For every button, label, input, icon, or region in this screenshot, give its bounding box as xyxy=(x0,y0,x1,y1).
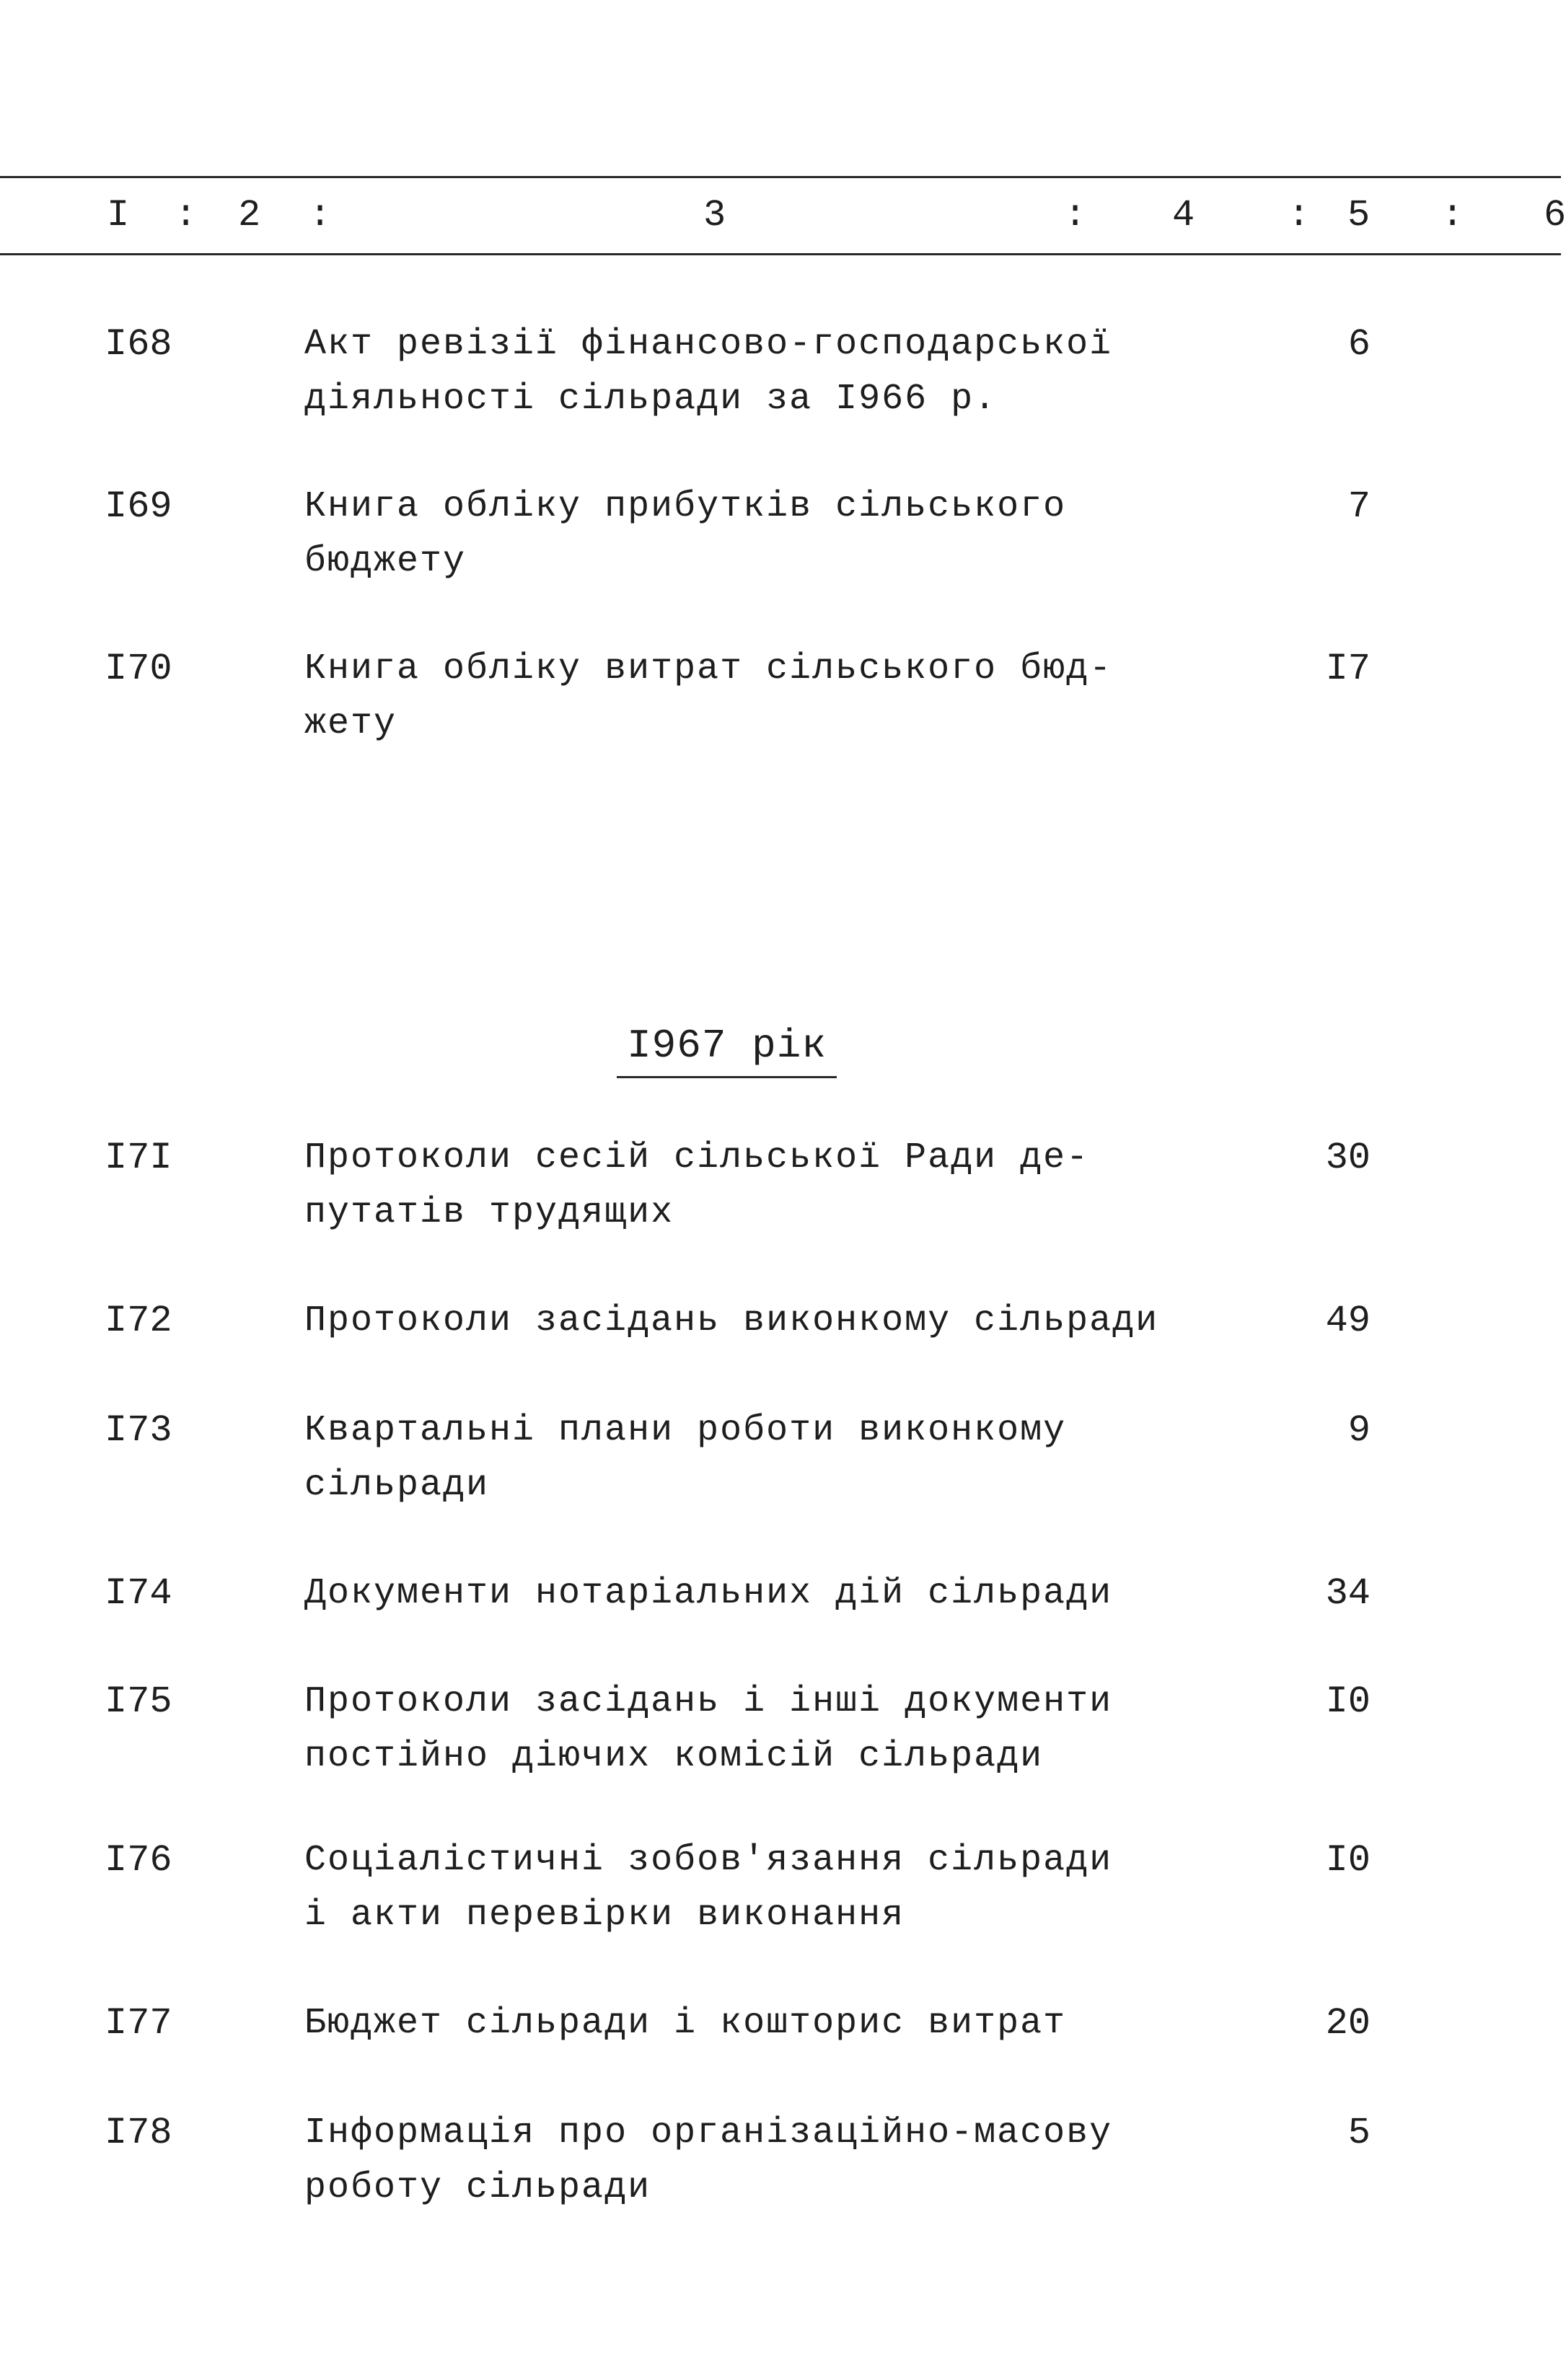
item-number: I7I xyxy=(105,1137,172,1179)
item-title xyxy=(304,1131,1156,1240)
item-sheet-count: I0 xyxy=(1325,1839,1371,1882)
item-title-line: Книга обліку витрат сільського бюд- xyxy=(304,648,1113,689)
item-title xyxy=(304,1403,1156,1513)
item-title xyxy=(304,642,1156,752)
item-title-line: Квартальні плани роботи виконкому xyxy=(304,1410,1067,1451)
item-number: I77 xyxy=(105,2002,172,2045)
header-separator: : xyxy=(309,194,332,237)
item-number: I73 xyxy=(105,1409,172,1452)
item-number: I78 xyxy=(105,2112,172,2154)
item-title xyxy=(304,1566,1156,1621)
year-heading: I967 рік xyxy=(617,1018,837,1078)
header-separator: : xyxy=(1441,194,1464,237)
header-col-3: 3 xyxy=(703,194,726,237)
item-title-line: Протоколи засідань і інші документи xyxy=(304,1681,1113,1722)
header-col-6: 6 xyxy=(1544,194,1566,237)
header-separator: : xyxy=(1064,194,1087,237)
item-title xyxy=(304,480,1156,589)
item-title-line: путатів трудящих xyxy=(304,1192,674,1233)
item-title-line: Протоколи засідань виконкому сільради xyxy=(304,1300,1159,1341)
item-title-line: Бюджет сільради і кошторис витрат xyxy=(304,2003,1067,2044)
item-sheet-count: 30 xyxy=(1325,1137,1371,1179)
item-sheet-count: 5 xyxy=(1347,2112,1371,2154)
header-col-2: 2 xyxy=(238,194,261,237)
item-title-line: сільради xyxy=(304,1465,490,1506)
item-title xyxy=(304,1996,1156,2051)
item-title-line: Інформація про організаційно-масову xyxy=(304,2112,1113,2154)
item-title xyxy=(304,317,1156,427)
item-sheet-count: 6 xyxy=(1347,323,1371,366)
item-sheet-count: 34 xyxy=(1325,1572,1371,1615)
header-separator: : xyxy=(1288,194,1311,237)
item-title-line: бюджету xyxy=(304,541,467,582)
column-number-header xyxy=(0,176,1566,255)
item-sheet-count: I0 xyxy=(1325,1680,1371,1723)
item-title-line: Документи нотаріальних дій сільради xyxy=(304,1573,1113,1614)
item-title-line: Книга обліку прибутків сільського xyxy=(304,486,1067,527)
item-number: I76 xyxy=(105,1839,172,1882)
item-number: I68 xyxy=(105,323,172,366)
item-sheet-count: I7 xyxy=(1325,648,1371,690)
item-title-line: діяльності сільради за I966 р. xyxy=(304,379,998,420)
item-sheet-count: 9 xyxy=(1347,1409,1371,1452)
item-title xyxy=(304,1675,1156,1784)
item-title-line: Соціалістичні зобов'язання сільради xyxy=(304,1840,1113,1881)
item-title xyxy=(304,1833,1156,1943)
item-number: I69 xyxy=(105,485,172,528)
item-title-line: роботу сільради xyxy=(304,2167,651,2208)
item-number: I70 xyxy=(105,648,172,690)
item-title-line: Протоколи сесій сільської Ради де- xyxy=(304,1137,1090,1178)
item-title-line: і акти перевірки виконання xyxy=(304,1895,905,1936)
header-col-4: 4 xyxy=(1172,194,1195,237)
item-number: I74 xyxy=(105,1572,172,1615)
item-sheet-count: 49 xyxy=(1325,1300,1371,1342)
item-number: I75 xyxy=(105,1680,172,1723)
item-title xyxy=(304,2106,1156,2216)
header-separator: : xyxy=(175,194,198,237)
item-title-line: постійно діючих комісій сільради xyxy=(304,1736,1044,1777)
item-sheet-count: 7 xyxy=(1347,485,1371,528)
header-col-1: I xyxy=(107,194,130,237)
item-title xyxy=(304,1294,1159,1349)
item-title-line: жету xyxy=(304,703,397,744)
item-title-line: Акт ревізії фінансово-господарської xyxy=(304,324,1113,365)
item-sheet-count: 20 xyxy=(1325,2002,1371,2045)
item-number: I72 xyxy=(105,1300,172,1342)
header-col-5: 5 xyxy=(1347,194,1371,237)
